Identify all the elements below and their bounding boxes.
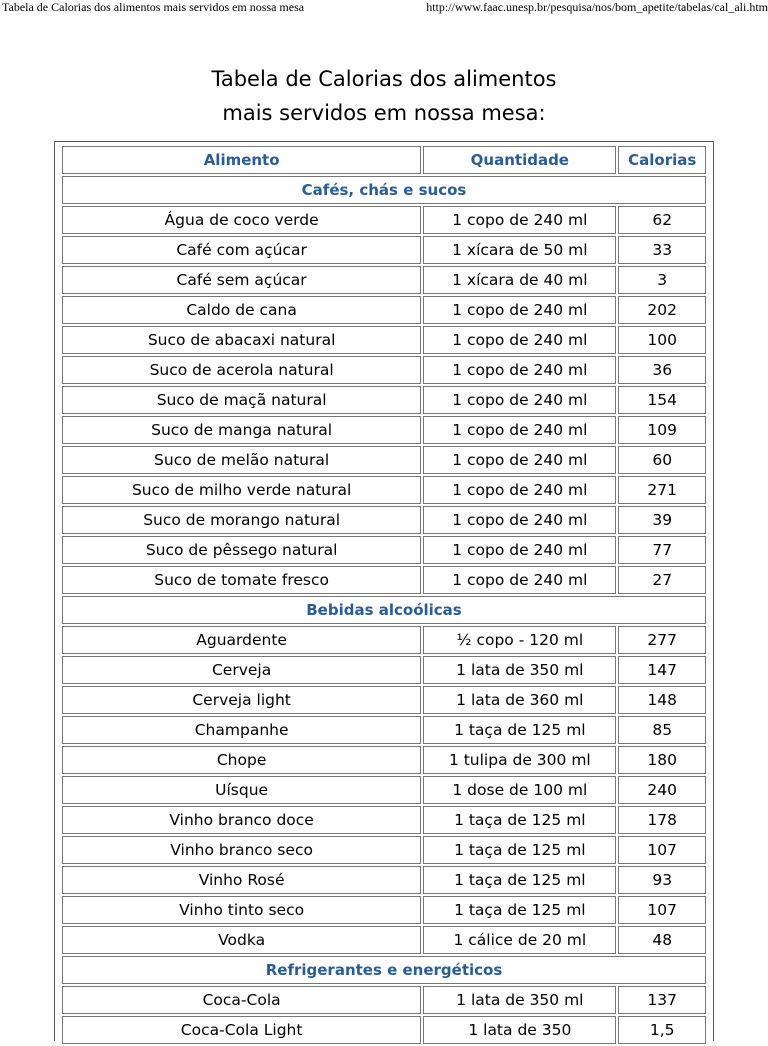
- cell-calorias: 27: [618, 566, 706, 594]
- cell-alimento: Suco de morango natural: [62, 506, 421, 534]
- cell-calorias: 3: [618, 266, 706, 294]
- table-row: [62, 746, 706, 774]
- table-row: [62, 896, 706, 924]
- table-body: [62, 176, 706, 1044]
- table-row: [62, 446, 706, 474]
- cell-quantidade: 1 dose de 100 ml: [423, 776, 616, 804]
- cell-calorias: 1,5: [618, 1016, 706, 1044]
- table-row: [62, 206, 706, 234]
- cell-calorias: 100: [618, 326, 706, 354]
- cell-calorias: 93: [618, 866, 706, 894]
- page-title: [0, 62, 768, 130]
- cell-alimento: Suco de melão natural: [62, 446, 421, 474]
- section-title: Refrigerantes e energéticos: [62, 956, 706, 984]
- cell-quantidade: 1 xícara de 50 ml: [423, 236, 616, 264]
- cell-alimento: Suco de tomate fresco: [62, 566, 421, 594]
- cell-calorias: 147: [618, 656, 706, 684]
- section-row: [62, 176, 706, 204]
- table-row: [62, 716, 706, 744]
- cell-calorias: 109: [618, 416, 706, 444]
- cell-alimento: Cerveja: [62, 656, 421, 684]
- cell-calorias: 277: [618, 626, 706, 654]
- cell-alimento: Coca-Cola Light: [62, 1016, 421, 1044]
- cell-quantidade: 1 taça de 125 ml: [423, 836, 616, 864]
- table-row: [62, 386, 706, 414]
- cell-quantidade: 1 copo de 240 ml: [423, 326, 616, 354]
- cell-alimento: Coca-Cola: [62, 986, 421, 1014]
- print-header: [0, 0, 768, 16]
- table-header-row: [62, 146, 706, 174]
- cell-calorias: 137: [618, 986, 706, 1014]
- cell-quantidade: 1 taça de 125 ml: [423, 716, 616, 744]
- print-header-url[interactable]: http://www.faac.unesp.br/pesquisa/nos/bom_apetite/tabelas/cal_ali.htm: [426, 0, 768, 14]
- table-row: [62, 506, 706, 534]
- table-row: [62, 656, 706, 684]
- cell-quantidade: 1 copo de 240 ml: [423, 386, 616, 414]
- cell-quantidade: 1 lata de 350: [423, 1016, 616, 1044]
- cell-quantidade: 1 xícara de 40 ml: [423, 266, 616, 294]
- section-title: Cafés, chás e sucos: [62, 176, 706, 204]
- cell-alimento: Champanhe: [62, 716, 421, 744]
- table-row: [62, 356, 706, 384]
- cell-quantidade: 1 copo de 240 ml: [423, 566, 616, 594]
- table-row: [62, 806, 706, 834]
- table-row: [62, 416, 706, 444]
- cell-quantidade: 1 taça de 125 ml: [423, 866, 616, 894]
- cell-calorias: 154: [618, 386, 706, 414]
- table-row: [62, 296, 706, 324]
- cell-quantidade: ½ copo - 120 ml: [423, 626, 616, 654]
- cell-calorias: 85: [618, 716, 706, 744]
- cell-alimento: Chope: [62, 746, 421, 774]
- cell-quantidade: 1 taça de 125 ml: [423, 896, 616, 924]
- cell-calorias: 36: [618, 356, 706, 384]
- print-header-title: Tabela de Calorias dos alimentos mais servidos em nossa mesa: [2, 0, 305, 14]
- cell-alimento: Suco de abacaxi natural: [62, 326, 421, 354]
- cell-calorias: 33: [618, 236, 706, 264]
- cell-quantidade: 1 copo de 240 ml: [423, 356, 616, 384]
- cell-alimento: Água de coco verde: [62, 206, 421, 234]
- cell-quantidade: 1 copo de 240 ml: [423, 446, 616, 474]
- cell-alimento: Vodka: [62, 926, 421, 954]
- section-row: [62, 956, 706, 984]
- cell-quantidade: 1 lata de 360 ml: [423, 686, 616, 714]
- table-row: [62, 686, 706, 714]
- cell-calorias: 39: [618, 506, 706, 534]
- table-row: [62, 626, 706, 654]
- cell-quantidade: 1 copo de 240 ml: [423, 476, 616, 504]
- table-row: [62, 476, 706, 504]
- cell-alimento: Vinho branco seco: [62, 836, 421, 864]
- cell-alimento: Café com açúcar: [62, 236, 421, 264]
- table-row: [62, 926, 706, 954]
- column-header-calorias: Calorias: [618, 146, 706, 174]
- cell-quantidade: 1 copo de 240 ml: [423, 416, 616, 444]
- cell-quantidade: 1 copo de 240 ml: [423, 506, 616, 534]
- cell-alimento: Café sem açúcar: [62, 266, 421, 294]
- table-row: [62, 266, 706, 294]
- cell-alimento: Suco de pêssego natural: [62, 536, 421, 564]
- cell-calorias: 107: [618, 836, 706, 864]
- page-title-line-2: mais servidos em nossa mesa:: [222, 101, 546, 125]
- cell-calorias: 62: [618, 206, 706, 234]
- table-row: [62, 536, 706, 564]
- page-title-line-1: Tabela de Calorias dos alimentos: [211, 67, 557, 91]
- cell-alimento: Suco de acerola natural: [62, 356, 421, 384]
- table-row: [62, 326, 706, 354]
- cell-alimento: Aguardente: [62, 626, 421, 654]
- cell-alimento: Vinho Rosé: [62, 866, 421, 894]
- table-row: [62, 566, 706, 594]
- cell-calorias: 77: [618, 536, 706, 564]
- cell-calorias: 107: [618, 896, 706, 924]
- cell-alimento: Suco de manga natural: [62, 416, 421, 444]
- cell-calorias: 202: [618, 296, 706, 324]
- cell-quantidade: 1 copo de 240 ml: [423, 296, 616, 324]
- cell-alimento: Vinho tinto seco: [62, 896, 421, 924]
- table-row: [62, 836, 706, 864]
- column-header-quantidade: Quantidade: [423, 146, 616, 174]
- cell-alimento: Suco de milho verde natural: [62, 476, 421, 504]
- column-header-alimento: Alimento: [62, 146, 421, 174]
- cell-alimento: Caldo de cana: [62, 296, 421, 324]
- cell-calorias: 240: [618, 776, 706, 804]
- cell-quantidade: 1 tulipa de 300 ml: [423, 746, 616, 774]
- table-row: [62, 1016, 706, 1044]
- cell-alimento: Uísque: [62, 776, 421, 804]
- section-title: Bebidas alcoólicas: [62, 596, 706, 624]
- cell-calorias: 60: [618, 446, 706, 474]
- table-row: [62, 236, 706, 264]
- cell-calorias: 180: [618, 746, 706, 774]
- cell-quantidade: 1 copo de 240 ml: [423, 536, 616, 564]
- cell-alimento: Cerveja light: [62, 686, 421, 714]
- cell-quantidade: 1 lata de 350 ml: [423, 986, 616, 1014]
- cell-quantidade: 1 taça de 125 ml: [423, 806, 616, 834]
- cell-alimento: Suco de maçã natural: [62, 386, 421, 414]
- cell-quantidade: 1 lata de 350 ml: [423, 656, 616, 684]
- table-row: [62, 776, 706, 804]
- cell-calorias: 271: [618, 476, 706, 504]
- table-row: [62, 866, 706, 894]
- section-row: [62, 596, 706, 624]
- cell-quantidade: 1 copo de 240 ml: [423, 206, 616, 234]
- cell-quantidade: 1 cálice de 20 ml: [423, 926, 616, 954]
- calorie-table: [60, 144, 708, 1046]
- cell-calorias: 178: [618, 806, 706, 834]
- cell-alimento: Vinho branco doce: [62, 806, 421, 834]
- cell-calorias: 48: [618, 926, 706, 954]
- table-row: [62, 986, 706, 1014]
- cell-calorias: 148: [618, 686, 706, 714]
